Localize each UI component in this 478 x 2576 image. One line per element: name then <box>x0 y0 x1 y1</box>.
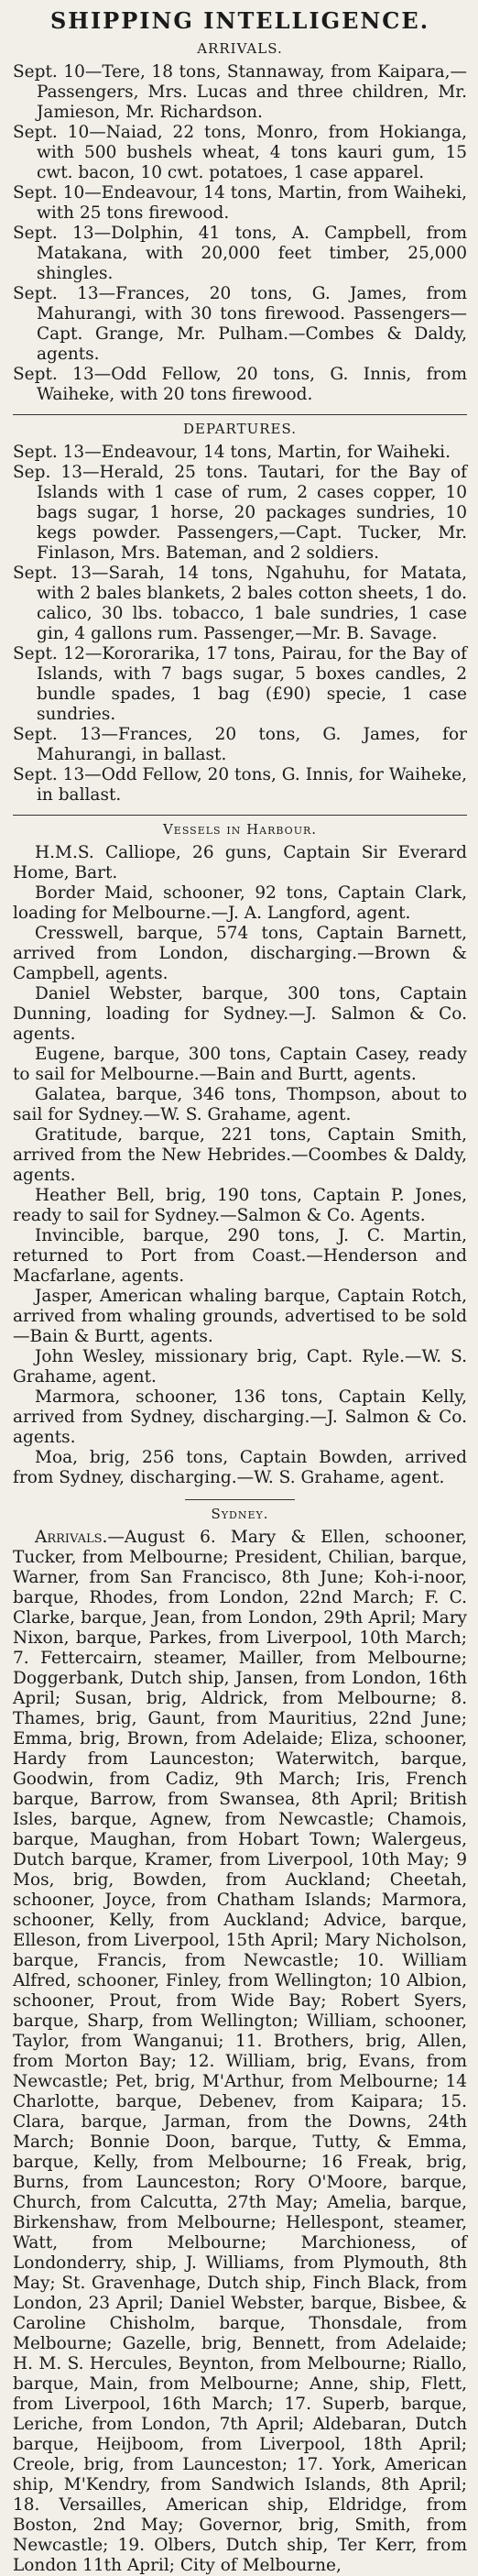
harbour-entry: Eugene, barque, 300 tons, Captain Casey, ready to sail for Melbourne.—Bain and Burtt, agents. <box>13 1045 467 1084</box>
arrival-entry: Sept. 10—Tere, 18 tons, Stannaway, from Kaipara,—Passengers, Mrs. Lucas and three children, Mr. Jamieson, Mr. Richardson. <box>13 62 467 122</box>
harbour-entry: Moa, brig, 256 tons, Captain Bowden, arrived from Sydney, discharging.—W. S. Grahame, agent. <box>13 1448 467 1487</box>
harbour-list <box>13 843 467 1488</box>
harbour-entry: Gratitude, barque, 221 tons, Captain Smith, arrived from the New Hebrides.—Coombes & Daldy, agents. <box>13 1125 467 1185</box>
harbour-entry: Heather Bell, brig, 190 tons, Captain P. Jones, ready to sail for Sydney.—Salmon & Co. Agents. <box>13 1186 467 1225</box>
arrivals-list <box>13 62 467 405</box>
section-divider <box>13 815 467 816</box>
departure-entry: Sept. 13—Endeavour, 14 tons, Martin, for Waiheki. <box>13 443 451 462</box>
arrival-entry: Sept. 10—Endeavour, 14 tons, Martin, from Waiheki, with 25 tons firewood. <box>13 183 467 223</box>
departures-heading: DEPARTURES. <box>183 421 297 437</box>
arrival-entry: Sept. 13—Odd Fellow, 20 tons, G. Innis, from Waiheke, with 20 tons firewood. <box>13 365 467 404</box>
departures-list <box>13 443 467 806</box>
harbour-entry: Daniel Webster, barque, 300 tons, Captain Dunning, loading for Sydney.—J. Salmon & Co. agents. <box>13 984 467 1044</box>
harbour-entry: Invincible, barque, 290 tons, J. C. Martin, returned to Port from Coast.—Henderson and Macfarlane, agents. <box>13 1226 467 1286</box>
arrivals-heading: ARRIVALS. <box>197 40 283 57</box>
sydney-heading: Sydney. <box>211 1506 269 1522</box>
departure-entry: Sept. 13—Frances, 20 tons, G. James, for Mahurangi, in ballast. <box>13 725 467 764</box>
departure-entry: Sept. 13—Sarah, 14 tons, Ngahuhu, for Matata, with 2 bales blankets, 2 bales cotton sheets, 1 do. calico, 30 lbs. tobacco, 1 bale sundries, 1 case gin, 4 gallons rum. Passenger,—Mr. B. Savage. <box>13 564 467 643</box>
section-divider <box>185 1499 295 1500</box>
departure-entry: Sep. 13—Herald, 25 tons. Tautari, for the Bay of Islands with 1 case of rum, 2 cases copper, 10 bags sugar, 1 horse, 20 packages sundries, 10 kegs powder. Passengers,—Capt. Tucker, Mr. Finlason, Mrs. Bateman, and 2 soldiers. <box>13 463 467 563</box>
harbour-entry: John Wesley, missionary brig, Capt. Ryle.—W. S. Grahame, agent. <box>13 1347 467 1387</box>
sydney-arrivals-lead: Arrivals. <box>35 1528 108 1547</box>
harbour-entry: Jasper, American whaling barque, Captain Rotch, arrived from whaling grounds, advertised to be sold —Bain & Burtt, agents. <box>13 1287 467 1346</box>
sydney-arrivals-text: —August 6. Mary & Ellen, schooner, Tucker, from Melbourne; President, Chilian, barque, Warner, from San Francisco, 8th June; Koh-i-noor, barque, Rhodes, from London, 22nd March; F. C. Clarke, barque, Jean, from London, 29th April; Mary Nixon, barque, Parkes, from Liverpool, 10th March; 7. Fettercairn, steamer, Mailler, from Melbourne; Doggerbank, Dutch ship, Jansen, from London, 16th April; Susan, brig, Aldrick, from Melbourne; 8. Thames, brig, Gaunt, from Mauritius, 22nd June; Emma, brig, Brown, from Adelaide; Eliza, schooner, Hardy from Launceston; Waterwitch, barque, Goodwin, from Cadiz, 9th March; Iris, French barque, Barrow, from Swansea, 8th April; British Isles, barque, Agnew, from Newcastle; Chamois, barque, Maughan, from Hobart Town; Walergeus, Dutch barque, Kramer, from Liverpool, 10th May; 9 Mos, brig, Bowden, from Auckland; Cheetah, schooner, Joyce, from Chatham Islands; Marmora, schooner, Kelly, from Auckland; Advice, barque, Elleson, from Liverpool, 15th April; Mary Nicholson, barque, Francis, from Newcastle; 10. William Alfred, schooner, Finley, from Wellington; 10 Albion, schooner, Prout, from Wide Bay; Robert Syers, barque, Sharp, from Wellington; William, schooner, Taylor, from Wanganui; 11. Brothers, brig, Allen, from Morton Bay; 12. William, brig, Evans, from Newcastle; Pet, brig, M'Arthur, from Melbourne; 14 Charlotte, barque, Debenev, from Kaipara; 15. Clara, barque, Jarman, from the Downs, 24th March; Bonnie Doon, barque, Tutty, & Emma, barque, Kelly, from Melbourne; 16 Freak, brig, Burns, from Launceston; Rory O'Moore, barque, Church, from Calcutta, 27th May; Amelia, barque, Birkenshaw, from Melbourne; Hellespont, steamer, Watt, from Melbourne; Marchioness, of Londonderry, ship, J. Williams, from Plymouth, 8th May; St. Gravenhage, Dutch ship, Finch Black, from London, 23 April; Daniel Webster, barque, Bisbee, & Caroline Chisholm, barque, Thonsdale, from Melbourne; Gazelle, brig, Bennett, from Adelaide; H. M. S. Hercules, Beynton, from Melbourne; Riallo, barque, Main, from Melbourne; Anne, ship, Flett, from Liverpool, 16th March; 17. Superb, barque, Leriche, from London, 7th April; Aldebaran, Dutch barque, Heijboom, from Liverpool, 18th April; Creole, brig, from Launceston; 17. York, American ship, M'Kendry, from Sandwich Islands, 8th April; 18. Versailles, American ship, Eldridge, from Boston, 2nd May; Governor, brig, Smith, from Newcastle; 19. Olbers, Dutch ship, Ter Kerr, from London 11th April; City of Melbourne, <box>13 1528 467 2575</box>
page-title: SHIPPING INTELLIGENCE. <box>49 7 430 34</box>
harbour-entry: H.M.S. Calliope, 26 guns, Captain Sir Everard Home, Bart. <box>13 843 467 882</box>
arrival-entry: Sept. 13—Frances, 20 tons, G. James, from Mahurangi, with 30 tons firewood. Passengers—Capt. Grange, Mr. Pulham.—Combes & Daldy, agents. <box>13 284 467 364</box>
harbour-entry: Galatea, barque, 346 tons, Thompson, about to sail for Sydney.—W. S. Grahame, agent. <box>13 1085 467 1124</box>
arrival-entry: Sept. 13—Dolphin, 41 tons, A. Campbell, from Matakana, with 20,000 feet timber, 25,000 shingles. <box>13 224 467 283</box>
harbour-entry: Marmora, schooner, 136 tons, Captain Kelly, arrived from Sydney, discharging.—J. Salmon & Co. agents. <box>13 1387 467 1447</box>
departure-entry: Sept. 13—Odd Fellow, 20 tons, G. Innis, for Waiheke, in ballast. <box>13 765 467 805</box>
section-divider <box>13 414 467 415</box>
harbour-entry: Border Maid, schooner, 92 tons, Captain Clark, loading for Melbourne.—J. A. Langford, agent. <box>13 883 467 923</box>
harbour-entry: Cresswell, barque, 574 tons, Captain Barnett, arrived from London, discharging.—Brown & Campbell, agents. <box>13 924 467 983</box>
harbour-heading: Vessels in Harbour. <box>162 821 318 838</box>
arrival-entry: Sept. 10—Naiad, 22 tons, Monro, from Hokianga, with 500 bushels wheat, 4 tons kauri gum, 15 cwt. bacon, 10 cwt. potatoes, 1 case apparel. <box>13 123 467 182</box>
sydney-arrivals-paragraph <box>13 1528 467 2576</box>
sydney-body <box>13 1528 467 2576</box>
departure-entry: Sept. 12—Kororarika, 17 tons, Pairau, for the Bay of Islands, with 7 bags sugar, 5 boxes candles, 2 bundle spades, 1 bag (£90) specie, 1 case sundries. <box>13 644 467 724</box>
